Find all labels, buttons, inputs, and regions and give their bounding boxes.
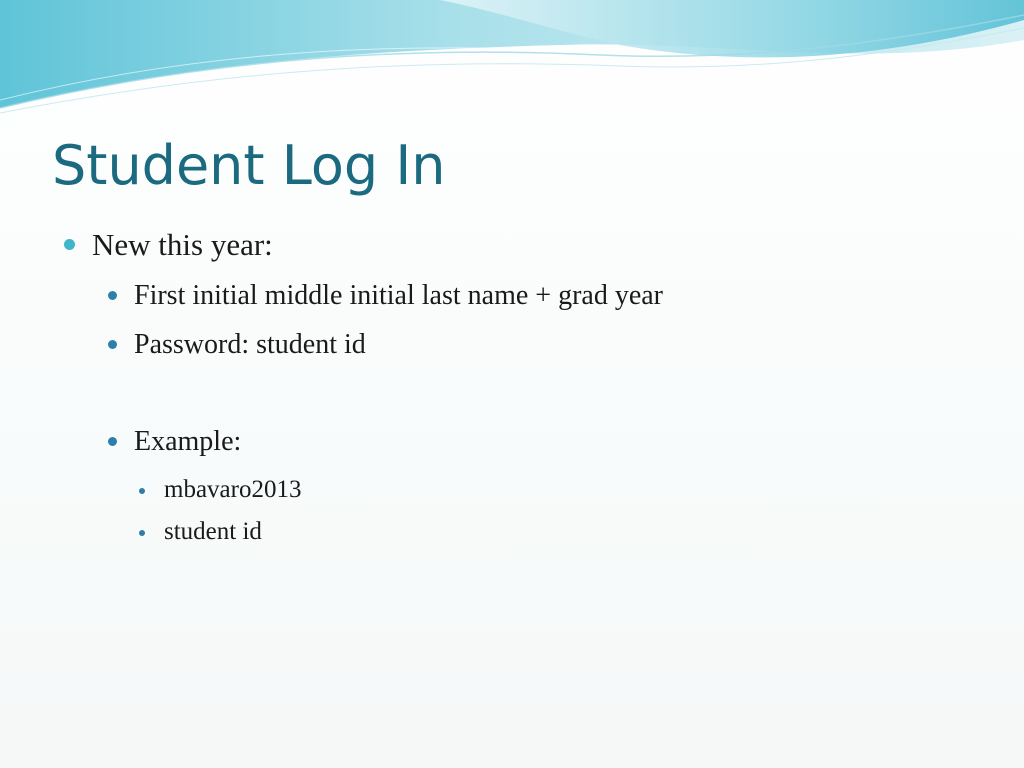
bullet-dot [108,437,117,446]
slide-title: Student Log In [52,134,446,197]
bullet-new-this-year: New this year: [92,227,273,262]
bullet-password: Password: student id [134,329,366,360]
bullet-dot [139,488,145,494]
bullet-example-password: student id [164,518,262,545]
bullet-dot [64,239,75,250]
bullet-dot [108,340,117,349]
bullet-dot [108,291,117,300]
bullet-example: Example: [134,426,242,457]
bullet-username-format: First initial middle initial last name + grad year [134,280,664,311]
bullet-dot [139,530,145,536]
bullet-example-username: mbavaro2013 [164,476,302,503]
